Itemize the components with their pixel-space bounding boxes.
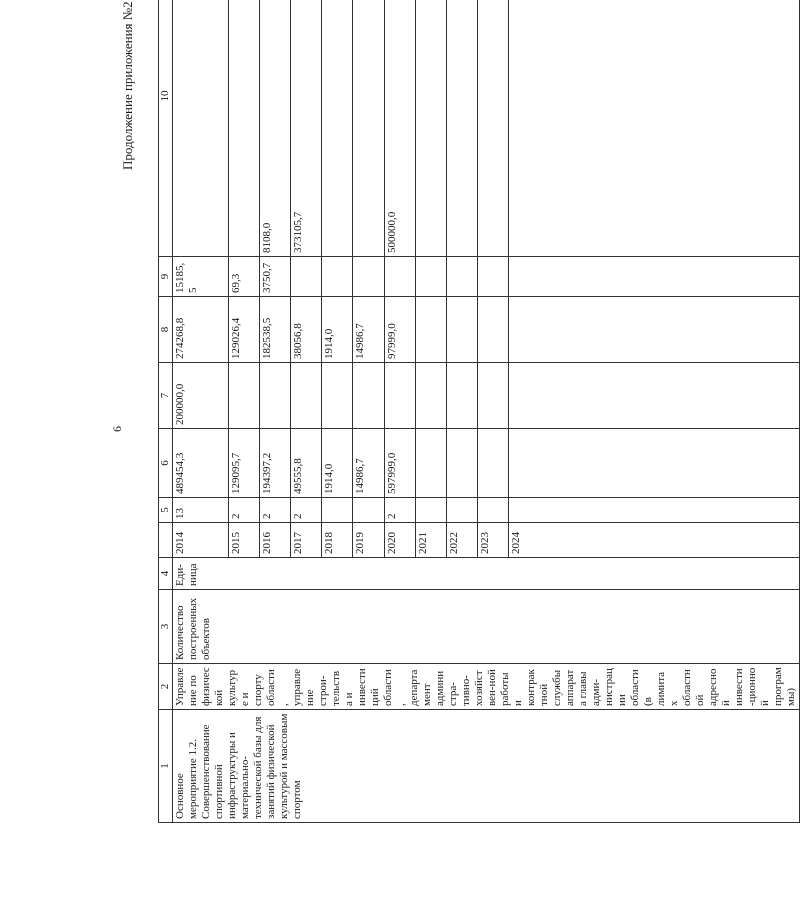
value-cell (229, 363, 260, 429)
value-cell (353, 498, 384, 523)
header-col-9: 9 (159, 257, 173, 297)
value-cell: 274268,8 (173, 297, 229, 363)
value-cell: 489454,3 (173, 429, 229, 498)
value-cell (477, 0, 508, 257)
value-cell: 13 (173, 498, 229, 523)
value-cell: 373105,7 (291, 0, 322, 257)
year-cell: 2024 (508, 523, 799, 558)
value-cell (446, 429, 477, 498)
year-cell: 2020 (384, 523, 415, 558)
table-row (173, 0, 229, 823)
value-cell (508, 429, 799, 498)
value-cell (173, 0, 229, 257)
value-cell (415, 363, 446, 429)
header-row (159, 0, 173, 823)
value-cell (446, 363, 477, 429)
value-cell (477, 429, 508, 498)
year-cell: 2022 (446, 523, 477, 558)
value-cell (508, 363, 799, 429)
value-cell (446, 498, 477, 523)
header-col-6: 6 (159, 429, 173, 498)
year-cell: 2023 (477, 523, 508, 558)
indicator-cell: Количество построенных объектов (173, 590, 800, 664)
header-col-4: 4 (159, 558, 173, 590)
unit-cell: Еди-ница (173, 558, 800, 590)
value-cell (322, 498, 353, 523)
value-cell (229, 0, 260, 257)
value-cell (384, 257, 415, 297)
value-cell: 1914,0 (322, 429, 353, 498)
value-cell (477, 363, 508, 429)
year-cell: 2017 (291, 523, 322, 558)
value-cell: 49555,8 (291, 429, 322, 498)
value-cell: 14986,7 (353, 429, 384, 498)
header-col-2: 2 (159, 664, 173, 710)
measure-cell: Основное мероприятие 1.2. Совершенствование спортивной инфраструктуры и материально-технической базы для занятий физической культурой и массовым спортом (173, 710, 800, 823)
value-cell (384, 363, 415, 429)
value-cell (508, 498, 799, 523)
year-cell: 2016 (260, 523, 291, 558)
header-col-3: 3 (159, 590, 173, 664)
program-table (158, 0, 800, 823)
value-cell: 500000,0 (384, 0, 415, 257)
header-col-7: 7 (159, 363, 173, 429)
value-cell (353, 0, 384, 257)
value-cell (415, 257, 446, 297)
value-cell: 129026,4 (229, 297, 260, 363)
value-cell (508, 257, 799, 297)
value-cell: 97999,0 (384, 297, 415, 363)
value-cell: 2 (229, 498, 260, 523)
year-cell: 2021 (415, 523, 446, 558)
value-cell: 15185,5 (173, 257, 229, 297)
header-col-1: 1 (159, 710, 173, 823)
value-cell (260, 363, 291, 429)
value-cell: 8108,0 (260, 0, 291, 257)
value-cell (353, 363, 384, 429)
value-cell (415, 297, 446, 363)
value-cell (353, 257, 384, 297)
value-cell (415, 0, 446, 257)
value-cell: 2 (384, 498, 415, 523)
value-cell (322, 257, 353, 297)
value-cell: 38056,8 (291, 297, 322, 363)
header-col-10: 10 (159, 0, 173, 257)
value-cell: 129095,7 (229, 429, 260, 498)
value-cell: 182538,5 (260, 297, 291, 363)
value-cell: 2 (260, 498, 291, 523)
value-cell: 3750,7 (260, 257, 291, 297)
value-cell (446, 297, 477, 363)
value-cell (415, 498, 446, 523)
value-cell (446, 257, 477, 297)
header-col-5: 5 (159, 498, 173, 523)
value-cell: 1914,0 (322, 297, 353, 363)
header-col-8: 8 (159, 297, 173, 363)
value-cell: 2 (291, 498, 322, 523)
year-cell: 2019 (353, 523, 384, 558)
value-cell (477, 257, 508, 297)
page-number: 6 (110, 426, 124, 432)
executors-cell: Управление по физической культуре и спорту области, управление строи-тельства и инвестиций области, департамент администра-тивно-хозяйствен-ной работы и контрактной службы аппарата главы адми-нистрации области (в лимитах областной адресной инвести-ционной программы) (173, 664, 800, 710)
year-cell: 2015 (229, 523, 260, 558)
value-cell: 14986,7 (353, 297, 384, 363)
value-cell (508, 297, 799, 363)
continuation-label: Продолжение приложения №2 (120, 1, 135, 170)
value-cell (322, 0, 353, 257)
value-cell: 597999,0 (384, 429, 415, 498)
value-cell: 69,3 (229, 257, 260, 297)
value-cell (291, 257, 322, 297)
value-cell: 194397,2 (260, 429, 291, 498)
rotated-table-container (158, 36, 797, 823)
value-cell (415, 429, 446, 498)
value-cell (508, 0, 799, 257)
value-cell (477, 297, 508, 363)
value-cell (291, 363, 322, 429)
header-col-year (159, 523, 173, 558)
value-cell (322, 363, 353, 429)
value-cell (446, 0, 477, 257)
year-cell: 2014 (173, 523, 229, 558)
value-cell (477, 498, 508, 523)
year-cell: 2018 (322, 523, 353, 558)
value-cell: 200000,0 (173, 363, 229, 429)
